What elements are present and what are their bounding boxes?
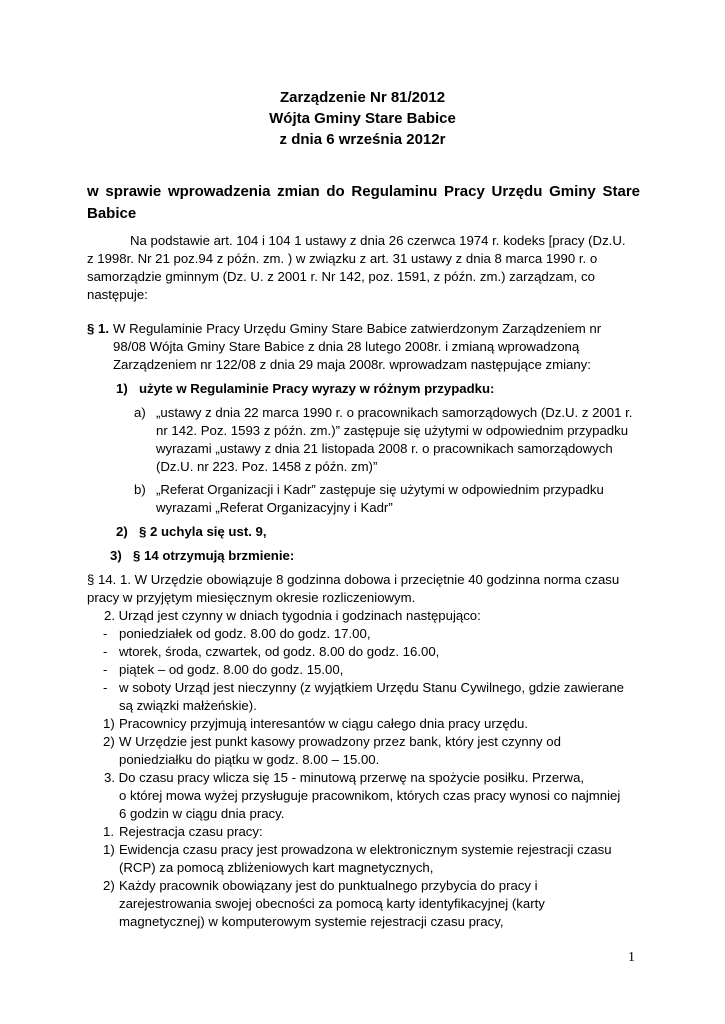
change-2-number: 2) <box>116 524 128 539</box>
change-1a-label: a) <box>134 405 146 420</box>
change-1a-line-3: wyrazami „ustawy z dnia 21 listopada 2008 r. o pracownikach samorządowych <box>156 441 613 456</box>
item-2-number: 2) <box>103 734 115 749</box>
record-1-line-1: Ewidencja czasu pracy jest prowadzona w elektronicznym systemie rejestracji czasu <box>119 842 612 857</box>
change-1b-line-1: „Referat Organizacji i Kadr” zastępuje się użytymi w odpowiednim przypadku <box>156 482 604 497</box>
hours-saturday-line-1: w soboty Urząd jest nieczynny (z wyjątkiem Urzędu Stanu Cywilnego, gdzie zawierane <box>119 680 625 695</box>
record-1-number: 1) <box>103 842 115 857</box>
change-3-number: 3) <box>110 548 122 563</box>
dash-bullet: - <box>103 680 108 695</box>
preamble-line-4: następuje: <box>87 287 148 302</box>
item-1-text: Pracownicy przyjmują interesantów w ciągu całego dnia pracy urzędu. <box>119 716 529 731</box>
hours-monday: poniedziałek od godz. 8.00 do godz. 17.00, <box>119 626 371 641</box>
preamble-line-1: Na podstawie art. 104 i 104 1 ustawy z dnia 26 czerwca 1974 r. kodeks [pracy (Dz.U. <box>130 233 626 248</box>
paragraph-1-sign: § 1. <box>87 321 109 336</box>
doc-title-date: z dnia 6 września 2012r <box>279 131 446 148</box>
change-1a-line-2: nr 142. Poz. 1593 z późn. zm.)” zastępuje się użytymi w odpowiednim przypadku <box>156 423 629 438</box>
paragraph-1-line-2: 98/08 Wójta Gminy Stare Babice z dnia 28 lutego 2008r. i zmianą wprowadzoną <box>113 339 580 354</box>
record-2-line-2: zarejestrowania swojej obecności za pomocą karty identyfikacyjnej (karty <box>119 896 545 911</box>
hours-saturday-line-2: są związki małżeńskie). <box>119 698 257 713</box>
change-1a-line-1: „ustawy z dnia 22 marca 1990 r. o pracownikach samorządowych (Dz.U. z 2001 r. <box>156 405 633 420</box>
paragraph-1-line-1: W Regulaminie Pracy Urzędu Gminy Stare Babice zatwierdzonym Zarządzeniem nr <box>113 321 602 336</box>
paragraph-1-line-3: Zarządzeniem nr 122/08 z dnia 29 maja 2008r. wprowadzam następujące zmiany: <box>113 357 591 372</box>
par14-point-2: 2. Urząd jest czynny w dniach tygodnia i godzinach następująco: <box>104 608 481 623</box>
hours-friday: piątek – od godz. 8.00 do godz. 15.00, <box>119 662 344 677</box>
par14-line-2: pracy w przyjętym miesięcznym okresie rozliczeniowym. <box>87 590 416 605</box>
record-2-line-3: magnetycznej) w komputerowym systemie rejestracji czasu pracy, <box>119 914 504 929</box>
preamble-line-3: samorządzie gminnym (Dz. U. z 2001 r. Nr 142, poz. 1591, z późn. zm.) zarządzam, co <box>87 269 595 284</box>
point-3-line-3: 6 godzin w ciągu dnia pracy. <box>119 806 285 821</box>
preamble-line-2: z 1998r. Nr 21 poz.94 z późn. zm. ) w związku z art. 31 ustawy z dnia 8 marca 1990 r. o <box>87 251 598 266</box>
subject-line-2: Babice <box>87 205 137 222</box>
record-1-line-2: (RCP) za pomocą zbliżeniowych kart magnetycznych, <box>119 860 434 875</box>
item-1-number: 1) <box>103 716 115 731</box>
doc-title-issuer: Wójta Gminy Stare Babice <box>269 110 456 127</box>
change-2-text: § 2 uchyla się ust. 9, <box>139 524 267 539</box>
item-2-line-2: poniedziałku do piątku w godz. 8.00 – 15.00. <box>119 752 380 767</box>
dash-bullet: - <box>103 626 108 641</box>
change-3-text: § 14 otrzymują brzmienie: <box>133 548 295 563</box>
registration-heading: Rejestracja czasu pracy: <box>119 824 263 839</box>
point-3-line-2: o której mowa wyżej przysługuje pracownikom, których czas pracy wynosi co najmniej <box>119 788 621 803</box>
record-2-line-1: Każdy pracownik obowiązany jest do punktualnego przybycia do pracy i <box>119 878 538 893</box>
registration-number: 1. <box>103 824 114 839</box>
dash-bullet: - <box>103 644 108 659</box>
change-1-number: 1) <box>116 381 128 396</box>
item-2-line-1: W Urzędzie jest punkt kasowy prowadzony przez bank, który jest czynny od <box>119 734 561 749</box>
par14-line-1: § 14. 1. W Urzędzie obowiązuje 8 godzinna dobowa i przeciętnie 40 godzinna norma czasu <box>87 572 620 587</box>
change-1a-line-4: (Dz.U. nr 223. Poz. 1458 z późn. zm)” <box>156 459 378 474</box>
record-2-number: 2) <box>103 878 115 893</box>
change-1b-label: b) <box>134 482 146 497</box>
doc-title-number: Zarządzenie Nr 81/2012 <box>279 89 446 106</box>
dash-bullet: - <box>103 662 108 677</box>
point-3-line-1: 3. Do czasu pracy wlicza się 15 - minutową przerwę na spożycie posiłku. Przerwa, <box>104 770 585 785</box>
page-number: 1 <box>628 950 635 965</box>
change-1-text: użyte w Regulaminie Pracy wyrazy w różnym przypadku: <box>139 381 495 396</box>
hours-tue-thu: wtorek, środa, czwartek, od godz. 8.00 do godz. 16.00, <box>119 644 440 659</box>
change-1b-line-2: wyrazami „Referat Organizacyjny i Kadr” <box>156 500 393 515</box>
subject-line-1: w sprawie wprowadzenia zmian do Regulaminu Pracy Urzędu Gminy Stare <box>87 183 640 200</box>
